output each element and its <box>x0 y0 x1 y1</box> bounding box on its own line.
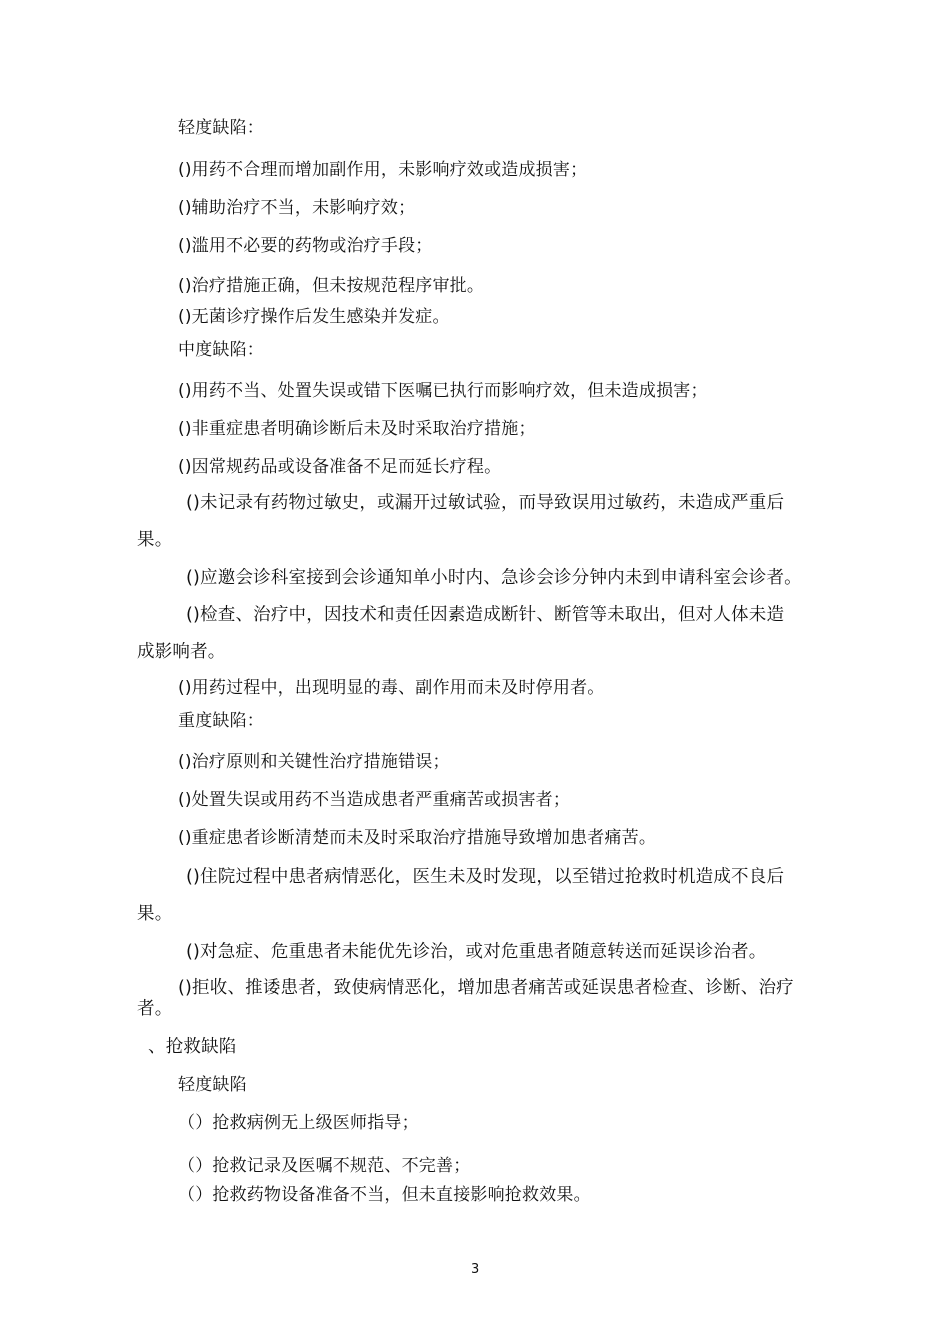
list-item: ()用药不当、处置失误或错下医嘱已执行而影响疗效，但未造成损害； <box>178 381 708 401</box>
list-item: ()住院过程中患者病情恶化，医生未及时发现，以至错过抢救时机造成不良后 <box>186 867 785 887</box>
list-item: ()重症患者诊断清楚而未及时采取治疗措施导致增加患者痛苦。 <box>178 828 657 848</box>
list-item: ()应邀会诊科室接到会诊通知单小时内、急诊会诊分钟内未到申请科室会诊者。 <box>186 568 802 588</box>
heading-mild-defects: 轻度缺陷： <box>178 118 264 138</box>
list-item: （）抢救病例无上级医师指导； <box>178 1113 419 1133</box>
list-item: （）抢救记录及医嘱不规范、不完善； <box>178 1156 471 1176</box>
list-item: （）抢救药物设备准备不当，但未直接影响抢救效果。 <box>178 1185 591 1205</box>
list-item: ()滥用不必要的药物或治疗手段； <box>178 236 433 256</box>
list-item: ()检查、治疗中，因技术和责任因素造成断针、断管等未取出，但对人体未造 <box>186 605 785 625</box>
list-item: ()用药不合理而增加副作用，未影响疗效或造成损害； <box>178 160 588 180</box>
list-item: ()辅助治疗不当，未影响疗效； <box>178 198 416 218</box>
list-item: ()对急症、危重患者未能优先诊治，或对危重患者随意转送而延误诊治者。 <box>186 942 767 962</box>
list-item-continuation: 成影响者。 <box>137 642 226 662</box>
list-item: ()非重症患者明确诊断后未及时采取治疗措施； <box>178 419 536 439</box>
heading-mild-defects: 轻度缺陷 <box>178 1075 247 1095</box>
list-item: ()治疗措施正确，但未按规范程序审批。 <box>178 276 485 296</box>
list-item-continuation: 者。 <box>137 999 173 1019</box>
heading-moderate-defects: 中度缺陷： <box>178 340 264 360</box>
section-heading-rescue-defects: 、抢救缺陷 <box>148 1037 237 1057</box>
list-item: ()无菌诊疗操作后发生感染并发症。 <box>178 307 450 327</box>
list-item-continuation: 果。 <box>137 530 173 550</box>
list-item-continuation: 果。 <box>137 904 173 924</box>
list-item: ()拒收、推诿患者，致使病情恶化，增加患者痛苦或延误患者检查、诊断、治疗 <box>178 978 794 998</box>
list-item: ()处置失误或用药不当造成患者严重痛苦或损害者； <box>178 790 571 810</box>
list-item: ()因常规药品或设备准备不足而延长疗程。 <box>178 457 502 477</box>
list-item: ()用药过程中，出现明显的毒、副作用而未及时停用者。 <box>178 678 605 698</box>
heading-severe-defects: 重度缺陷： <box>178 711 264 731</box>
page-number: 3 <box>471 1262 480 1277</box>
list-item: ()未记录有药物过敏史，或漏开过敏试验，而导致误用过敏药，未造成严重后 <box>186 493 785 513</box>
list-item: ()治疗原则和关键性治疗措施错误； <box>178 752 450 772</box>
